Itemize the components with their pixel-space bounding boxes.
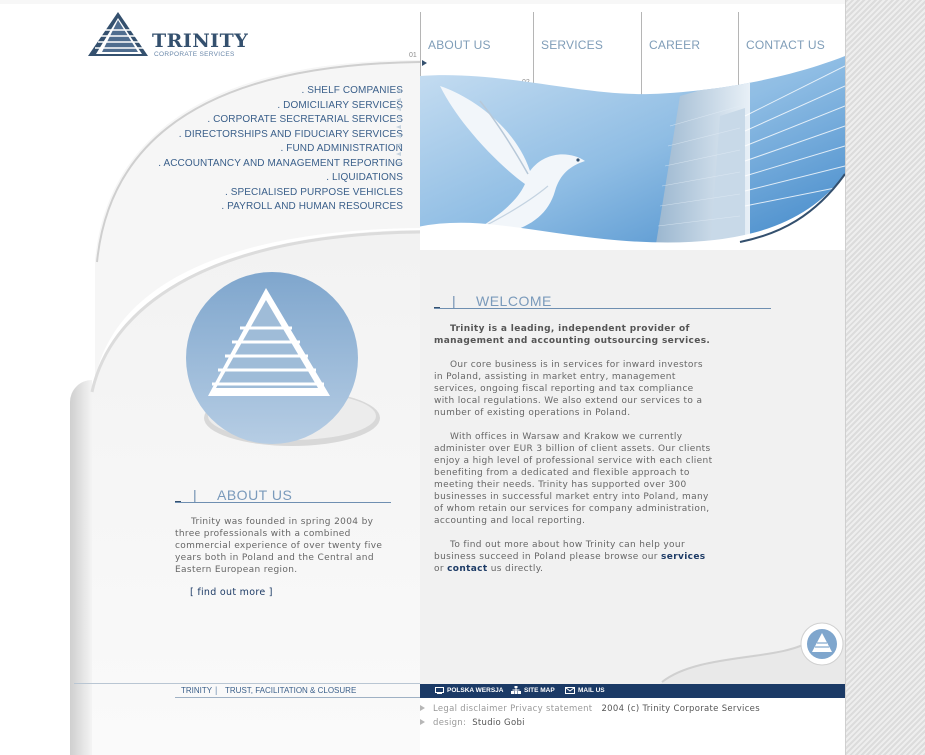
- nav-label[interactable]: ABOUT US: [428, 38, 491, 52]
- welcome-text: [434, 323, 714, 587]
- footer-separator: |: [215, 685, 218, 695]
- arrow-left-icon: [396, 116, 401, 120]
- service-link-special-purpose-vehicles[interactable]: . SPECIALISED PURPOSE VEHICLES: [224, 186, 403, 198]
- nav-number: 01: [409, 52, 417, 59]
- copyright-text: 2004 (c) Trinity Corporate Services: [601, 704, 760, 714]
- polish-version-link[interactable]: POLSKA WERSJA: [435, 686, 503, 696]
- welcome-lead: Trinity is a leading, independent provider of management and accounting outsourcing services.: [434, 324, 711, 346]
- right-pattern-strip: [845, 0, 925, 755]
- footer-divider: [175, 697, 420, 698]
- welcome-paragraph-1: Our core business is in services for inward investors in Poland, assisting in market entry, management services, ongoing fiscal reporting and tax compliance with local regulations. We also extend our services to a number of existing operations in Poland.: [434, 360, 703, 418]
- site-map-link[interactable]: SITE MAP: [511, 686, 555, 696]
- legal-disclaimer-link[interactable]: Legal disclaimer: [433, 704, 508, 714]
- welcome-paragraph-3: To find out more about how Trinity can help your business succeed in Poland please browse our services or contact us directly.: [434, 540, 706, 574]
- footer-divider: [74, 683, 420, 684]
- nav-label[interactable]: CONTACT US: [746, 38, 825, 52]
- service-link-liquidations[interactable]: . LIQUIDATIONS: [326, 172, 403, 183]
- footer-toolbar: [420, 684, 845, 698]
- arrow-left-icon: [396, 143, 401, 147]
- footer-brand: TRINITY: [181, 686, 213, 695]
- nav-label[interactable]: CAREER: [649, 38, 701, 52]
- about-us-text: Trinity was founded in spring 2004 by three professionals with a combined commercial experience of over twenty five years both in Poland and the Central and Eastern European region.: [175, 517, 383, 575]
- hero-bird-bridge-image: [420, 56, 845, 250]
- arrow-left-icon: [396, 98, 401, 102]
- footer-tagline: TRUST, FACILITATION & CLOSURE: [225, 686, 357, 695]
- privacy-statement-link[interactable]: Privacy statement: [510, 704, 593, 714]
- mail-us-link[interactable]: MAIL US: [565, 686, 605, 696]
- services-menu: [143, 84, 403, 215]
- arrow-left-icon: [396, 152, 401, 156]
- services-arrows: [396, 84, 406, 170]
- design-studio-link[interactable]: Studio Gobi: [472, 718, 525, 728]
- service-link-payroll-hr[interactable]: . PAYROLL AND HUMAN RESOURCES: [221, 201, 403, 212]
- contact-link[interactable]: contact: [447, 564, 488, 574]
- legal-row: [420, 703, 760, 715]
- welcome-paragraph-2: With offices in Warsaw and Krakow we currently administer over EUR 3 billion of client assets. Our clients enjoy a high level of professional service with each client benefiting from a dedicated and flexible approach to meeting their needs. Trinity has supported over 300 businesses in successful market entry into Poland, many of whom retain our services for company administration, accounting and local reporting.: [434, 432, 713, 526]
- triangle-right-icon: [420, 719, 425, 725]
- arrow-left-icon: [396, 107, 401, 111]
- arrow-left-icon: [396, 134, 401, 138]
- service-link-corporate-secretarial[interactable]: . CORPORATE SECRETARIAL SERVICES: [207, 114, 403, 125]
- service-link-fund-administration[interactable]: . FUND ADMINISTRATION: [280, 143, 403, 154]
- design-label: design:: [433, 718, 467, 728]
- envelope-icon: [565, 687, 575, 694]
- services-link[interactable]: services: [661, 552, 706, 562]
- about-us-heading: | ABOUT US: [175, 487, 391, 503]
- triangle-right-icon: [420, 705, 425, 711]
- monitor-icon: [435, 687, 444, 694]
- find-out-more-link[interactable]: [ find out more ]: [190, 587, 273, 598]
- arrow-left-icon: [396, 161, 401, 165]
- service-link-accountancy-reporting[interactable]: . ACCOUNTANCY AND MANAGEMENT REPORTING: [158, 157, 403, 169]
- sitemap-icon: [511, 686, 521, 694]
- service-link-shelf-companies[interactable]: . SHELF COMPANIES: [301, 85, 403, 96]
- brand-name: TRINITY: [152, 30, 249, 52]
- design-credit-row: [420, 717, 525, 729]
- pyramid-emblem-icon: [180, 268, 390, 453]
- nav-label[interactable]: SERVICES: [541, 38, 604, 52]
- arrow-left-icon: [396, 125, 401, 129]
- service-link-directorships-fiduciary[interactable]: . DIRECTORSHIPS AND FIDUCIARY SERVICES: [178, 128, 403, 140]
- arrow-left-icon: [396, 89, 401, 93]
- service-link-domiciliary-services[interactable]: . DOMICILIARY SERVICES: [277, 99, 403, 111]
- brand-tagline: CORPORATE SERVICES: [154, 51, 235, 58]
- small-emblem-icon: [800, 622, 844, 666]
- welcome-heading: | WELCOME: [434, 293, 771, 309]
